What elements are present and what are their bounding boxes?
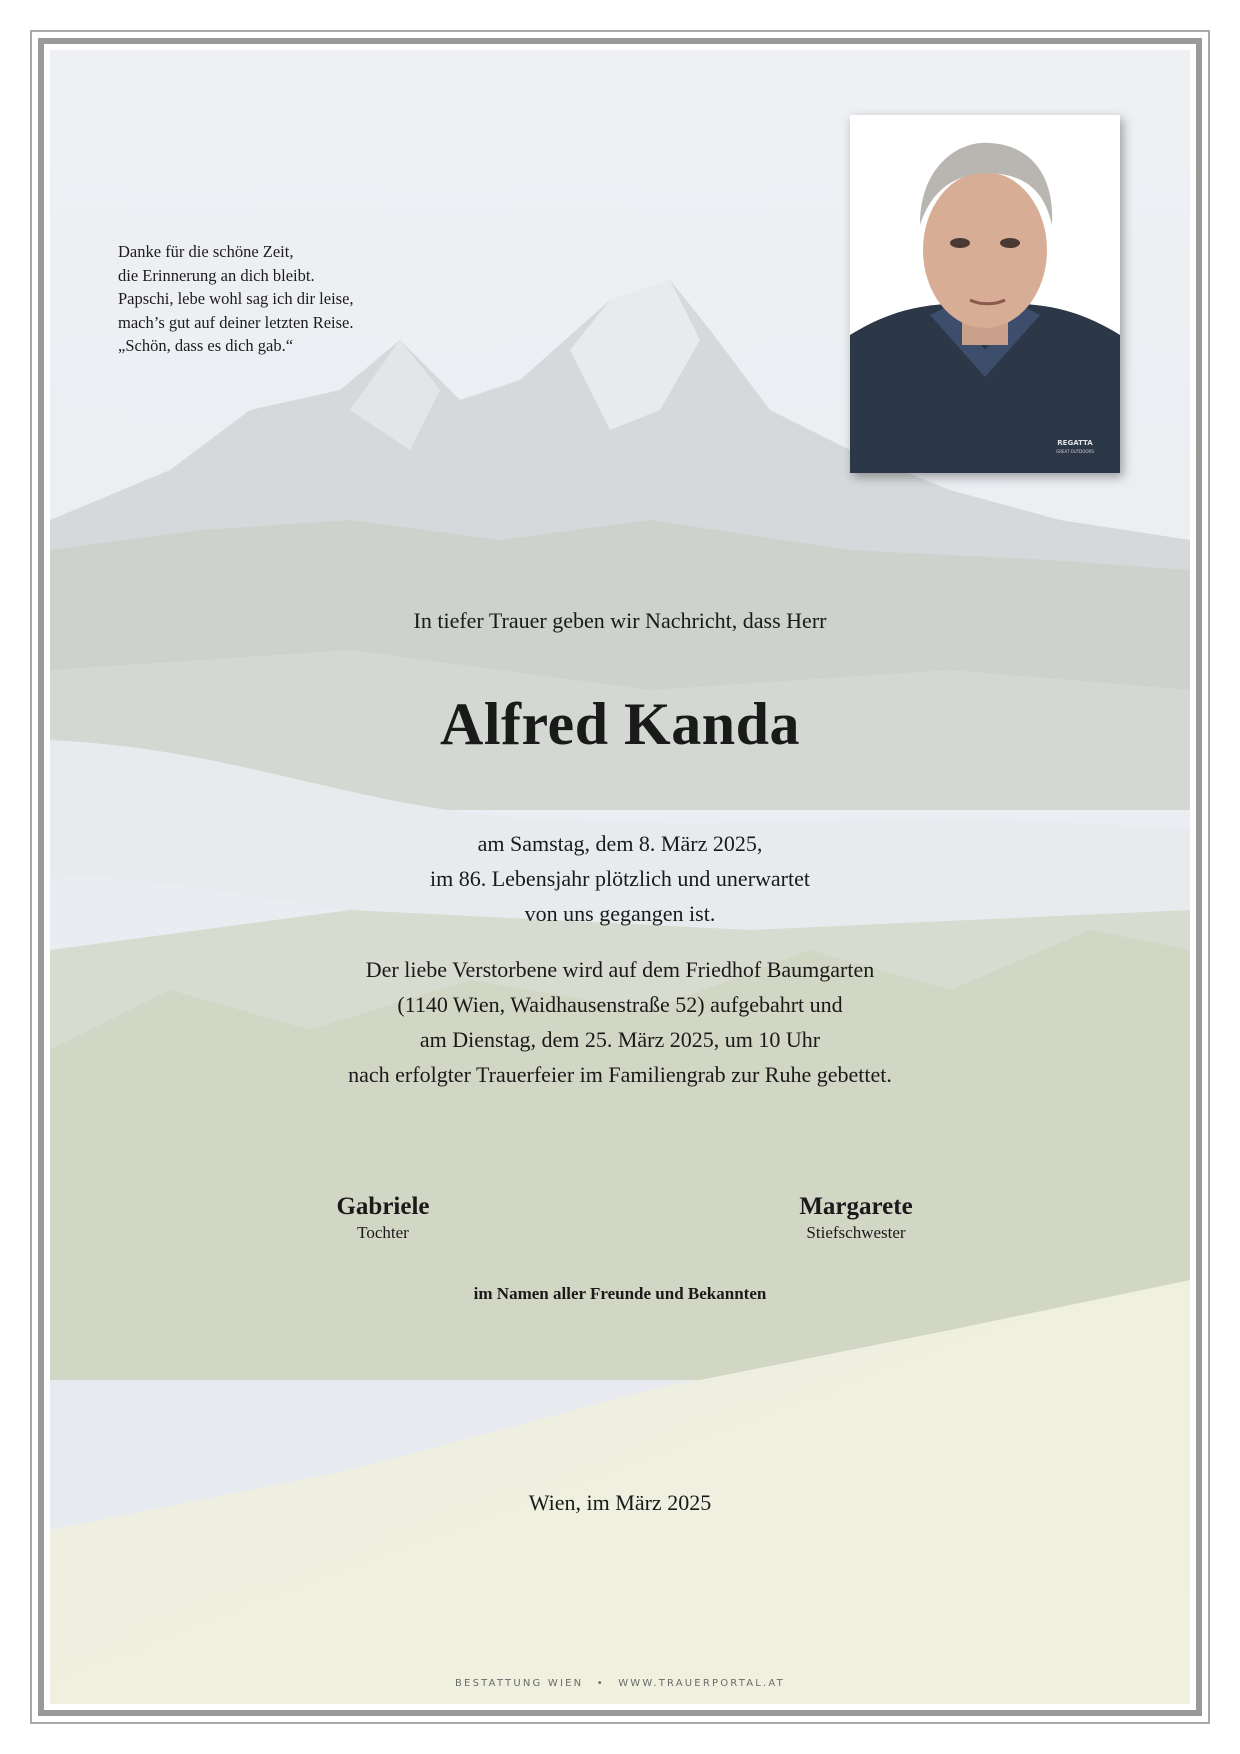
burial-line: (1140 Wien, Waidhausenstraße 52) aufgebahrt und: [397, 992, 843, 1017]
place-date: Wien, im März 2025: [528, 1490, 712, 1515]
footer-company: BESTATTUNG WIEN: [454, 1678, 584, 1689]
death-line: im 86. Lebensjahr plötzlich und unerwartet: [430, 866, 810, 891]
burial-line: am Dienstag, dem 25. März 2025, um 10 Uhr: [419, 1027, 821, 1052]
verse-line: mach’s gut auf deiner letzten Reise.: [118, 312, 354, 332]
footer-separator: •: [596, 1678, 605, 1689]
death-notice: [50, 826, 1190, 931]
verse-line: die Erinnerung an dich bleibt.: [118, 265, 315, 285]
intro-text: In tiefer Trauer geben wir Nachricht, dass Herr: [413, 608, 827, 633]
mourner-relation: Stiefschwester: [806, 1223, 906, 1242]
shirt-logo: REGATTA: [1057, 439, 1093, 447]
burial-notice: [50, 952, 1190, 1092]
mourner-daughter: [233, 1192, 533, 1244]
verse-line: Danke für die schöne Zeit,: [118, 242, 294, 261]
verse-line: Papschi, lebe wohl sag ich dir leise,: [118, 289, 354, 308]
mourner-name: Gabriele: [336, 1193, 430, 1220]
mourner-name: Margarete: [799, 1193, 913, 1220]
death-line: am Samstag, dem 8. März 2025,: [477, 831, 763, 856]
shirt-logo-subtext: GREAT OUTDOORS: [1056, 449, 1094, 454]
memorial-verse: [118, 240, 438, 358]
verse-line: „Schön, dass es dich gab.“: [118, 336, 294, 355]
burial-line: nach erfolgter Trauerfeier im Familiengrab zur Ruhe gebettet.: [348, 1062, 892, 1087]
deceased-name: Alfred Kanda: [440, 691, 800, 757]
burial-line: Der liebe Verstorbene wird auf dem Friedhof Baumgarten: [365, 957, 875, 982]
footer: [50, 1678, 1190, 1689]
portrait-photo: [850, 115, 1120, 473]
footer-url[interactable]: WWW.TRAUERPORTAL.AT: [618, 1678, 785, 1689]
mourner-relation: Tochter: [357, 1223, 409, 1242]
friends-line: im Namen aller Freunde und Bekannten: [473, 1284, 767, 1303]
mourner-stepsister: [706, 1192, 1006, 1244]
death-line: von uns gegangen ist.: [524, 901, 716, 926]
